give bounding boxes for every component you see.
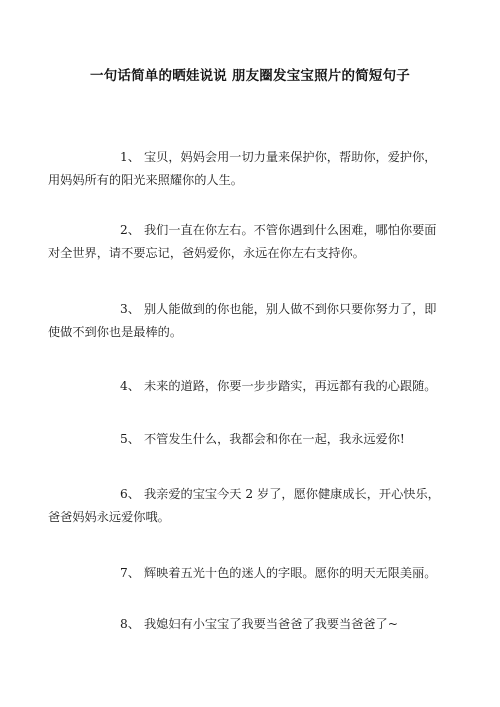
list-item-first-line [48, 428, 452, 451]
item-number: 6、 [120, 487, 140, 501]
list-item-first-line [48, 375, 452, 398]
item-text: 辉映着五光十色的迷人的字眼。愿你的明天无限美丽。 [144, 566, 437, 580]
list-item-5 [48, 428, 452, 451]
item-text: 不管发生什么，我都会和你在一起，我永远爱你! [144, 432, 405, 446]
list-item-6 [48, 483, 452, 529]
list-item-2 [48, 219, 452, 265]
item-number: 7、 [120, 566, 140, 580]
item-continuation: 对全世界，请不要忘记，爸妈爱你，永远在你左右支持你。 [48, 246, 365, 260]
item-text: 我亲爱的宝宝今天 2 岁了，愿你健康成长，开心快乐， [144, 487, 440, 501]
item-number: 2、 [120, 223, 140, 237]
list-item-first-line [48, 483, 452, 506]
list-item-first-line [48, 298, 452, 321]
list-item-first-line [48, 219, 452, 242]
list-item-first-line [48, 146, 452, 169]
item-text: 别人能做到的你也能，别人做不到你只要你努力了，即 [144, 302, 437, 316]
list-item-8 [48, 613, 452, 636]
item-text: 未来的道路，你要一步步踏实，再远都有我的心跟随。 [144, 379, 437, 393]
item-number: 8、 [120, 617, 140, 631]
item-continuation: 用妈妈所有的阳光来照耀你的人生。 [48, 173, 243, 187]
document-title: 一句话简单的晒娃说说 朋友圈发宝宝照片的简短句子 [90, 68, 410, 84]
item-continuation: 使做不到你也是最棒的。 [48, 325, 183, 339]
item-number: 3、 [120, 302, 140, 316]
item-number: 5、 [120, 432, 140, 446]
list-item-first-line [48, 562, 452, 585]
item-text: 我媳妇有小宝宝了我要当爸爸了我要当爸爸了~ [144, 617, 398, 631]
list-item-1 [48, 146, 452, 192]
item-number: 1、 [120, 150, 140, 164]
item-text: 我们一直在你左右。不管你遇到什么困难，哪怕你要面 [144, 223, 437, 237]
list-item-4 [48, 375, 452, 398]
list-item-3 [48, 298, 452, 344]
list-item-7 [48, 562, 452, 585]
list-item-first-line [48, 613, 452, 636]
item-number: 4、 [120, 379, 140, 393]
item-text: 宝贝，妈妈会用一切力量来保护你，帮助你，爱护你， [144, 150, 437, 164]
item-continuation: 爸爸妈妈永远爱你哦。 [48, 510, 170, 524]
